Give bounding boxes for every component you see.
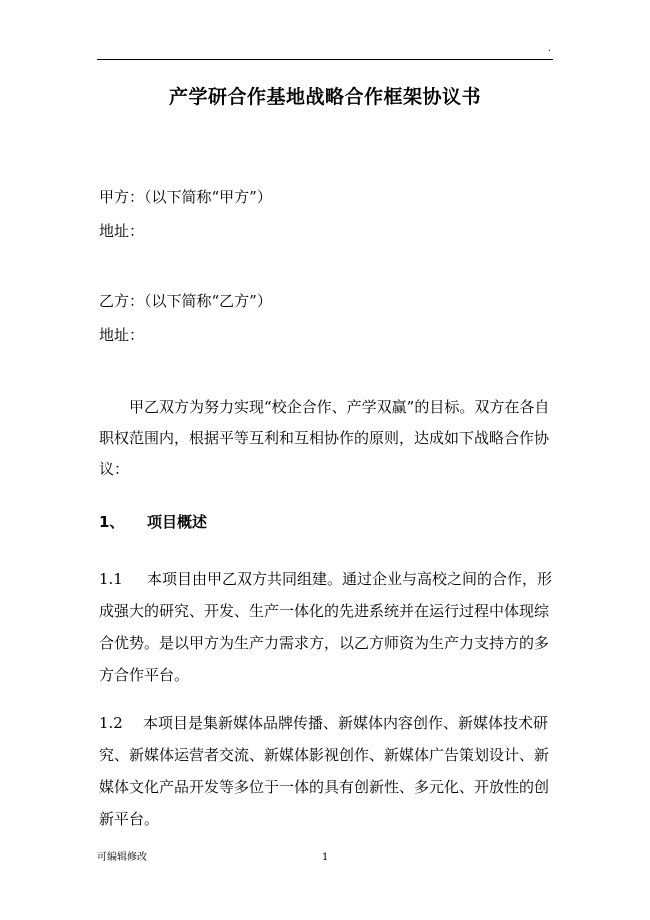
clause-text-content: 本项目是集新媒体品牌传播、新媒体内容创作、新媒体技术研究、新媒体运营者交流、新媒体影视创作、新媒体广告策划设计、新媒体文化产品开发等多位于一体的具有创新性、多元化、开放性的创新平台。: [99, 714, 550, 828]
clause-text: [55, 563, 559, 691]
party-b-address: 地址：: [99, 326, 145, 344]
section-title: 项目概述: [147, 513, 208, 531]
clause-number: 1.2: [99, 714, 123, 732]
section-heading: [99, 510, 207, 534]
section-number: 1、: [99, 513, 125, 531]
party-a-label: 甲方：（以下简称“甲方”）: [99, 188, 272, 206]
header-mark: .: [548, 44, 551, 54]
clause-number: 1.1: [99, 570, 123, 588]
party-a-address: 地址：: [99, 222, 145, 240]
clause-text: [55, 707, 559, 835]
header-rule: [97, 59, 553, 60]
clause-item: [99, 707, 559, 835]
clause-text-content: 本项目由甲乙双方共同组建。通过企业与高校之间的合作，形成强大的研究、开发、生产一体化的先进系统并在运行过程中体现综合优势。是以甲方为生产力需求方，以乙方师资为生产力支持方的多方合作平台。: [99, 570, 553, 684]
page-number: 1: [322, 852, 329, 863]
party-b-label: 乙方：（以下简称“乙方”）: [99, 292, 272, 310]
document-title: 产学研合作基地战略合作框架协议书: [168, 86, 481, 108]
clause-item: [99, 563, 559, 691]
footer-note: 可编辑修改: [97, 852, 147, 863]
intro-paragraph: 甲乙双方为努力实现“校企合作、产学双赢”的目标。双方在各自职权范围内，根据平等互利和互相协作的原则，达成如下战略合作协议：: [99, 398, 550, 478]
